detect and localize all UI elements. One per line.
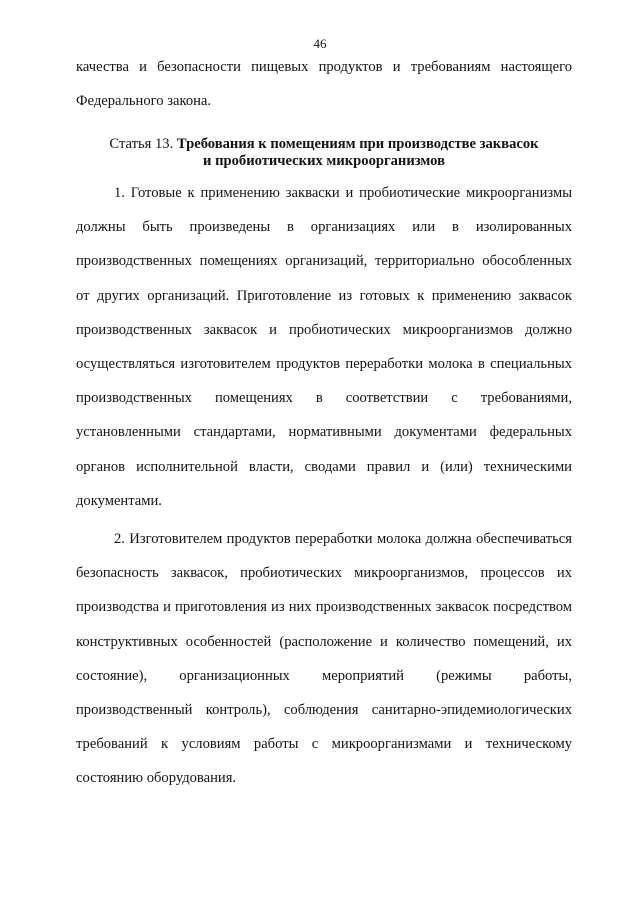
article-title-line1: Требования к помещениям при производстве заквасок: [176, 136, 539, 152]
article-title-line2: и пробиотических микроорганизмов: [203, 153, 445, 169]
paragraph-2: [76, 522, 572, 796]
paragraph-1: [76, 176, 572, 518]
paragraph-1-text: 1. Готовые к применению закваски и пробиотические микроорганизмы должны быть произведены в организациях или в изолированных производственных помещениях организаций, территориально обособленных от других организаций. Приготовление из готовых к применению заквасок производственных заквасок и пробиотических микроорганизмов должно осуществляться изготовителем продуктов переработки молока в специальных производственных помещениях в соответствии с требованиями, установленными стандартами, нормативными документами федеральных органов исполнительной власти, сводами правил и (или) техническими документами.: [76, 185, 572, 509]
paragraph-2-text: 2. Изготовителем продуктов переработки молока должна обеспечиваться безопасность заквасок, пробиотических микроорганизмов, процессов их производства и приготовления из них производственных заквасок посредством конструктивных особенностей (расположение и количество помещений, их состояние), организационных мероприятий (режимы работы, производственный контроль), соблюдения санитарно-эпидемиологических требований к условиям работы с микроорганизмами и техническому состоянию оборудования.: [76, 531, 572, 787]
article-heading: [76, 136, 572, 170]
continuation-text: качества и безопасности пищевых продуктов и требованиям настоящего Федерального закона.: [76, 59, 572, 110]
article-number: Статья 13.: [109, 136, 174, 152]
page-number: 46: [313, 36, 327, 51]
continuation-paragraph: [76, 50, 572, 118]
